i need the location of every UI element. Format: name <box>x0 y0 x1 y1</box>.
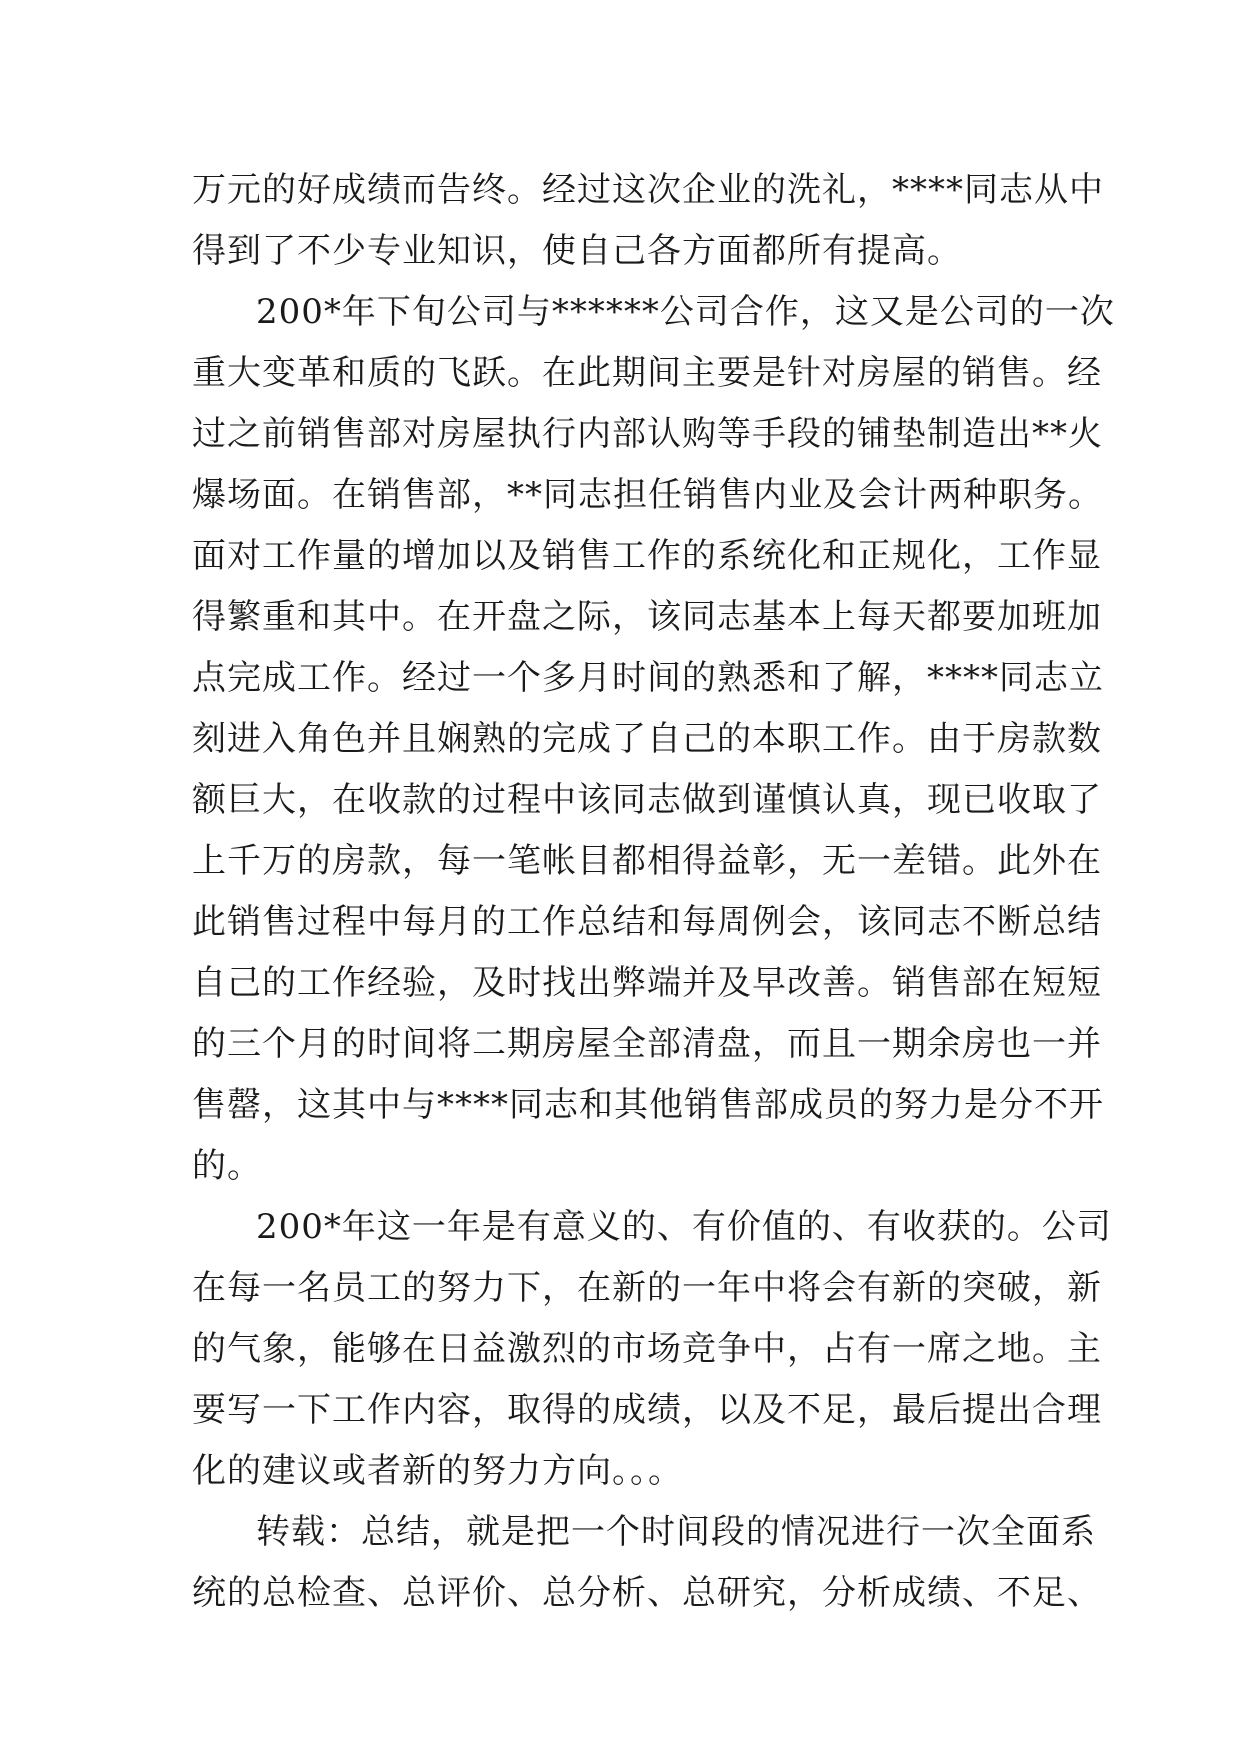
text-line: 上千万的房款，每一笔帐目都相得益彰，无一差错。此外在 <box>192 841 1102 881</box>
text-line: 自己的工作经验，及时找出弊端并及早改善。销售部在短短 <box>192 963 1102 1003</box>
text-line: 万元的好成绩而告终。经过这次企业的洗礼，****同志从中 <box>192 170 1104 210</box>
text-line: 的。 <box>192 1146 262 1186</box>
text-line: 得繁重和其中。在开盘之际，该同志基本上每天都要加班加 <box>192 597 1102 637</box>
text-line: 售罄，这其中与****同志和其他销售部成员的努力是分不开 <box>192 1085 1104 1125</box>
text-line: 面对工作量的增加以及销售工作的系统化和正规化，工作显 <box>192 536 1102 576</box>
text-line: 额巨大，在收款的过程中该同志做到谨慎认真，现已收取了 <box>192 780 1102 820</box>
text-line: 刻进入角色并且娴熟的完成了自己的本职工作。由于房款数 <box>192 719 1102 759</box>
text-line: 的三个月的时间将二期房屋全部清盘，而且一期余房也一并 <box>192 1024 1102 1064</box>
text-line: 重大变革和质的飞跃。在此期间主要是针对房屋的销售。经 <box>192 353 1102 393</box>
text-line: 的气象，能够在日益激烈的市场竞争中，占有一席之地。主 <box>192 1329 1102 1369</box>
text-line: 要写一下工作内容，取得的成绩，以及不足，最后提出合理 <box>192 1390 1102 1430</box>
text-line: 得到了不少专业知识，使自己各方面都所有提高。 <box>192 231 962 271</box>
text-line: 点完成工作。经过一个多月时间的熟悉和了解，****同志立 <box>192 658 1104 698</box>
text-line: 过之前销售部对房屋执行内部认购等手段的铺垫制造出**火 <box>192 414 1103 454</box>
text-line: 在每一名员工的努力下，在新的一年中将会有新的突破，新 <box>192 1268 1102 1308</box>
text-line: 统的总检查、总评价、总分析、总研究，分析成绩、不足、 <box>192 1573 1102 1613</box>
text-line: 此销售过程中每月的工作总结和每周例会，该同志不断总结 <box>192 902 1102 942</box>
text-line: 转载：总结，就是把一个时间段的情况进行一次全面系 <box>256 1512 1096 1552</box>
document-body <box>192 160 1115 1624</box>
text-line: 化的建议或者新的努力方向。。。 <box>192 1451 683 1491</box>
text-line: 200*年下旬公司与******公司合作，这又是公司的一次 <box>256 292 1115 332</box>
text-line: 爆场面。在销售部，**同志担任销售内业及会计两种职务。 <box>192 475 1103 515</box>
text-line: 200*年这一年是有意义的、有价值的、有收获的。公司 <box>256 1207 1112 1247</box>
